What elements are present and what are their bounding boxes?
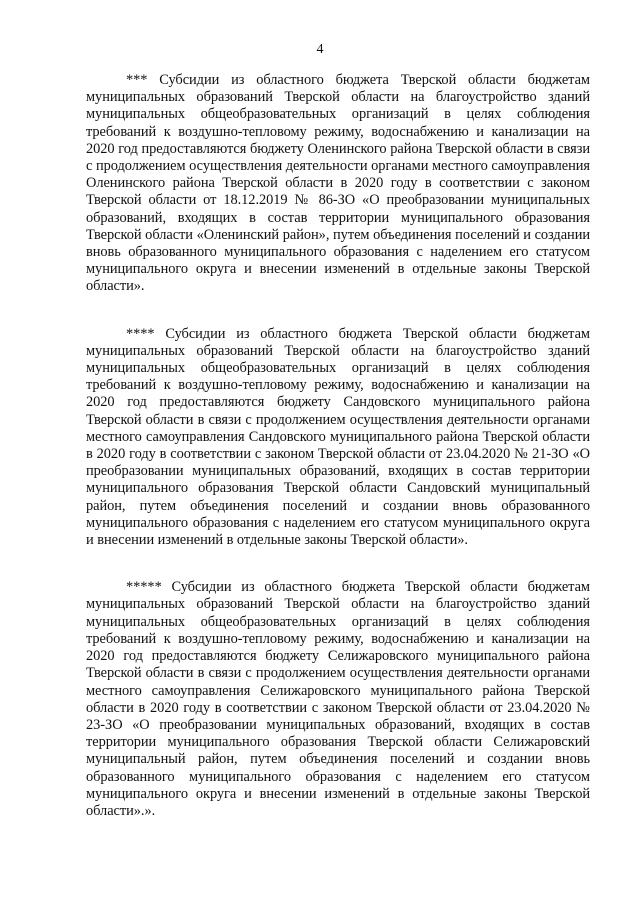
footnote-marker: *** — [126, 72, 148, 88]
footnote-paragraph-1 — [86, 72, 590, 296]
footnote-paragraph-2 — [86, 326, 590, 550]
document-body — [86, 72, 590, 820]
footnote-text: Субсидии из областного бюджета Тверской области бюджетам муниципальных образований Тверской области на благоустройство зданий муниципальных общеобразовательных организаций в целях соблюдения требований к воздушно-тепловому режиму, водоснабжению и канализации на 2020 год предоставляются бюджету Сандовского муниципального района Тверской области в связи с продолжением осуществления деятельности органами местного самоуправления Сандовского муниципального района Тверской области в 2020 году в соответствии с законом Тверской области от 23.04.2020 № 21-ЗО «О преобразовании муниципальных образований, входящих в состав территории муниципального образования Тверской области Сандовский муниципальный район, путем объединения поселений и создании вновь образованного муниципального образования с наделением его статусом муниципального округа и внесении изменений в отдельные законы Тверской области». — [86, 325, 590, 549]
footnote-marker: ***** — [126, 579, 162, 596]
footnote-text: Субсидии из областного бюджета Тверской области бюджетам муниципальных образований Тверской области на благоустройство зданий муниципальных общеобразовательных организаций в целях соблюдения требований к воздушно-тепловому режиму, водоснабжению и канализации на 2020 год предоставляются бюджету Селижаровского муниципального района Тверской области в связи с продолжением осуществления деятельности органами местного самоуправления Селижаровского муниципального района Тверской области в 2020 году в соответствии с законом Тверской области от 23.04.2020 № 23-ЗО «О преобразовании муниципальных образований, входящих в состав территории муниципального образования Тверской области Селижаровский муниципальный район, путем объединения поселений и создании вновь образованного муниципального образования с наделением его статусом муниципального округа и внесении изменений в отдельные законы Тверской области».». — [86, 579, 590, 819]
footnote-marker: **** — [126, 325, 155, 342]
footnote-text: Субсидии из областного бюджета Тверской области бюджетам муниципальных образований Тверской области на благоустройство зданий муниципальных общеобразовательных организаций в целях соблюдения требований к воздушно-тепловому режиму, водоснабжению и канализации на 2020 год предоставляются бюджету Оленинского района Тверской области в связи с продолжением осуществления деятельности органами местного самоуправления Оленинского района Тверской области в 2020 году в соответствии с законом Тверской области от 18.12.2019 № 86-ЗО «О преобразовании муниципальных образований, входящих в состав территории муниципального образования Тверской области «Оленинский район», путем объединения поселений и создании вновь образованного муниципального образования с наделением его статусом муниципального округа и внесении изменений в отдельные законы Тверской области». — [86, 72, 590, 295]
page-number: 4 — [316, 42, 324, 57]
footnote-paragraph-3 — [86, 579, 590, 820]
